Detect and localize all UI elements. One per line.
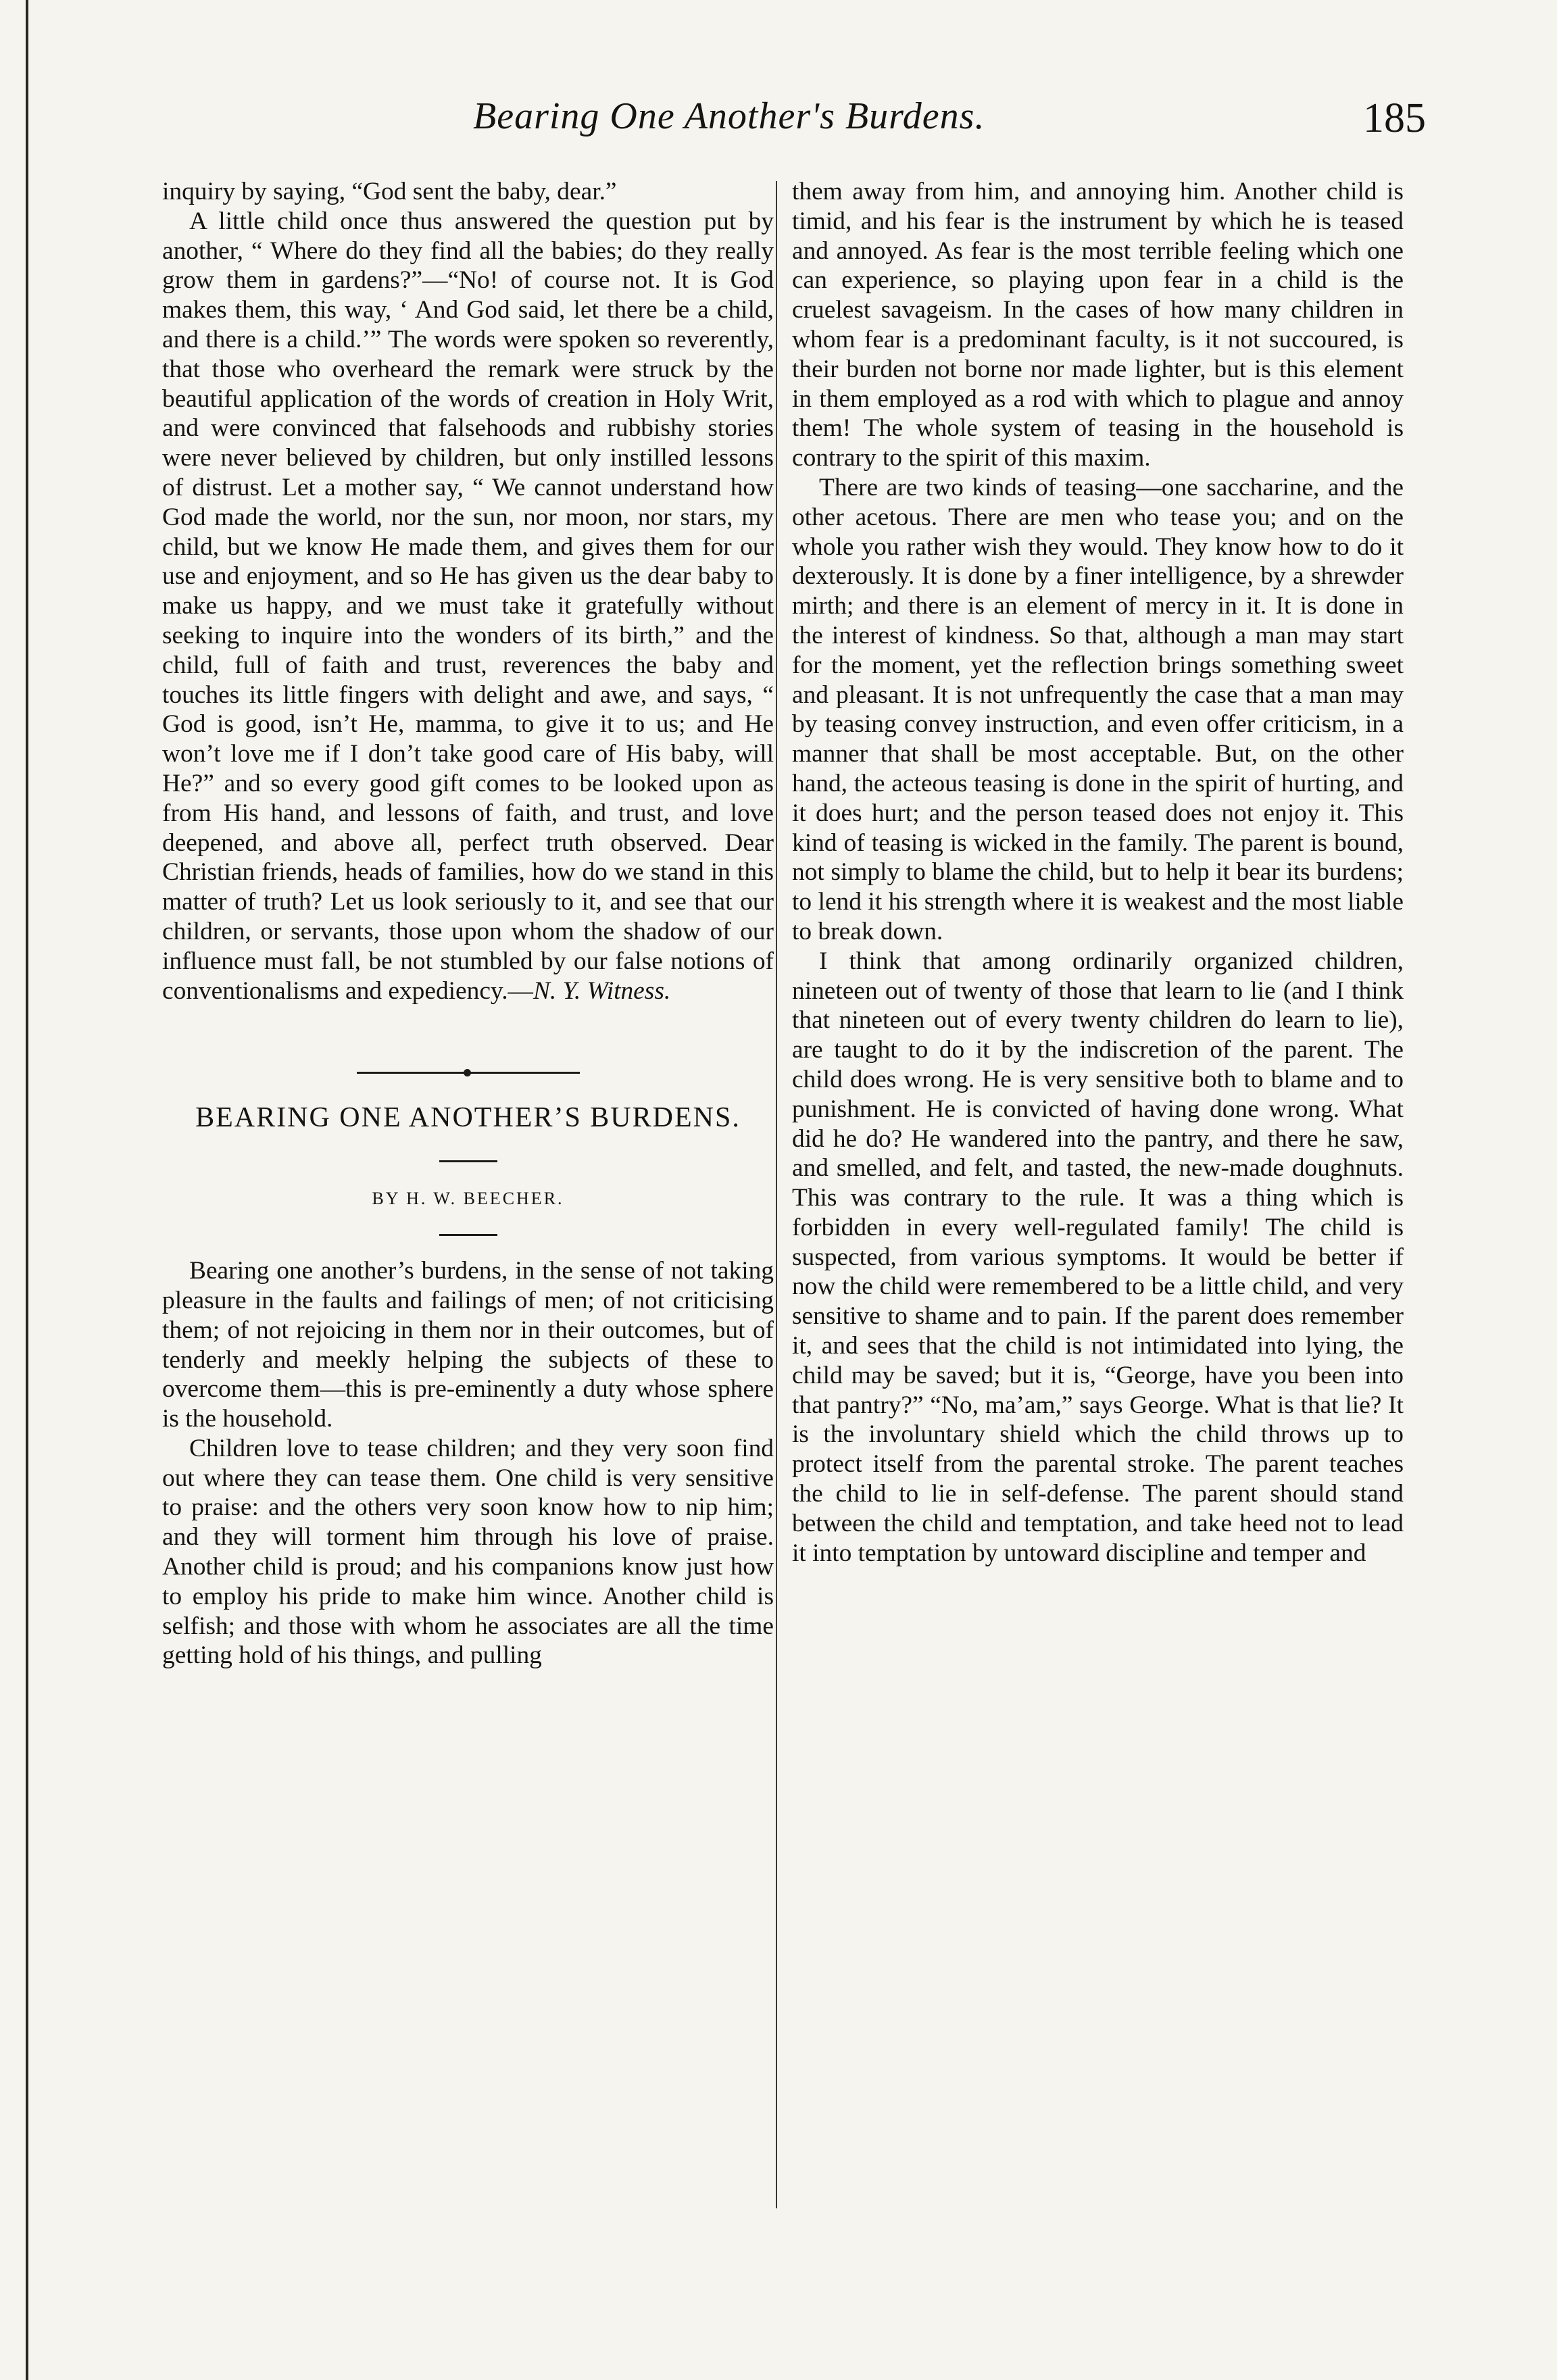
- paragraph: Bearing one another’s burdens, in the sense of not taking pleasure in the faults and failings of men; of not criticising them; of not rejoicing in them nor in their outcomes, but of tenderly and meekly helping the subjects of these to overcome them—this is pre-eminently a duty whose sphere is the household.: [162, 1257, 774, 1433]
- byline: BY H. W. BEECHER.: [372, 1189, 564, 1209]
- right-column: [792, 177, 1404, 1568]
- paragraph: There are two kinds of teasing—one saccharine, and the other acetous. There are men who tease you; and on the whole you rather wish they would. They know how to do it dexterously. It is done by a finer intelligence, by a shrewder mirth; and there is an element of mercy in it. It is done in the interest of kindness. So that, although a man may start for the moment, yet the reflection brings something sweet and pleasant. It is not unfrequently the case that a man may by teasing convey instruction, and even offer criticism, in a manner that shall be most acceptable. But, on the other hand, the acteous teasing is done in the spirit of hurting, and it does hurt; and the person teased does not enjoy it. This kind of teasing is wicked in the family. The parent is bound, not simply to blame the child, but to help it bear its burdens; to lend it his strength where it is weakest and the most liable to break down.: [792, 473, 1404, 945]
- page-number: 185: [1363, 95, 1426, 141]
- paragraph: them away from him, and annoying him. Another child is timid, and his fear is the instrument by which he is teased and annoyed. As fear is the most terrible feeling which one can experience, so playing upon fear in a child is the cruelest savageism. In the cases of how many children in whom fear is a predominant faculty, is it not succoured, is their burden not borne nor made lighter, but is this element in them employed as a rod with which to plague and annoy them! The whole system of teasing in the household is contrary to the spirit of this maxim.: [792, 178, 1404, 472]
- binding-edge: [26, 0, 28, 2380]
- page-header: [162, 95, 1426, 155]
- paragraph-text: A little child once thus answered the question put by another, “ Where do they find all the babies; do they really grow them in gardens?”—“No! of course not. It is God makes them, this way, ‘ And God said, let there be a child, and there is a child.’” The words were spoken so reverently, that those who overheard the remark were struck by the beautiful application of the words of creation in Holy Writ, and were convinced that falsehoods and rubbishy stories were never believed by children, but only instilled lessons of distrust. Let a mother say, “ We cannot understand how God made the world, nor the sun, nor moon, nor stars, my child, but we know He made them, and gives them for our use and enjoyment, and so He has given us the dear baby to make us happy, and we must take it gratefully without seeking to inquire into the wonders of its birth,” and the child, full of faith and trust, reverences the baby and touches its little fingers with delight and awe, and says, “ God is good, isn’t He, mamma, to give it to us; and He won’t love me if I don’t take good care of His baby, will He?” and so every good gift comes to be looked upon as from His hand, and lessons of faith, and trust, and love deepened, and above all, perfect truth observed. Dear Christian friends, heads of families, how do we stand in this matter of truth? Let us look seriously to it, and see that our children, or servants, those upon whom the shadow of our influence must fall, be not stumbled by our false notions of conventionalisms and expediency.—: [162, 207, 774, 1005]
- column-rule: [776, 181, 777, 2208]
- article-title: BEARING ONE ANOTHER’S BURDENS.: [195, 1102, 741, 1134]
- running-title: Bearing One Another's Burdens.: [473, 95, 985, 137]
- paragraph: [162, 207, 774, 1006]
- left-column: [162, 177, 774, 1670]
- paragraph: inquiry by saying, “God sent the baby, dear.”: [162, 178, 617, 205]
- source-signature: N. Y. Witness.: [533, 976, 671, 1005]
- byline-rule: [439, 1234, 497, 1236]
- paragraph: I think that among ordinarily organized children, nineteen out of twenty of those that learn to lie (and I think that nineteen out of every twenty children do learn to lie), are taught to do it by the indiscretion of the parent. The child does wrong. He is very sensitive both to blame and to punishment. He is convicted of having done wrong. What did he do? He wandered into the pantry, and there he saw, and smelled, and felt, and tasted, the new-made doughnuts. This was contrary to the rule. It was a thing which is forbidden in every well-regulated family! The child is suspected, from various symptoms. It would be better if now the child were remembered to be a little child, and very sensitive to shame and to pain. If the parent does remember it, and sees that the child is not intimidated into lying, the child may be saved; but it is, “George, have you been into that pantry?” “No, ma’am,” says George. What is that lie? It is the involuntary shield which the child throws up to protect itself from the parental stroke. The parent teaches the child to lie in self-defense. The parent should stand between the child and temptation, and take heed not to lead it into temptation by untoward discipline and temper and: [792, 947, 1404, 1567]
- section-divider: [357, 1072, 580, 1074]
- paragraph: Children love to tease children; and they very soon find out where they can tease them. One child is very sensitive to praise: and the others very soon know how to nip him; and they will torment him through his love of praise. Another child is proud; and his companions know just how to employ his pride to make him wince. Another child is selfish; and those with whom he associates are all the time getting hold of his things, and pulling: [162, 1434, 774, 1670]
- title-rule: [439, 1160, 497, 1162]
